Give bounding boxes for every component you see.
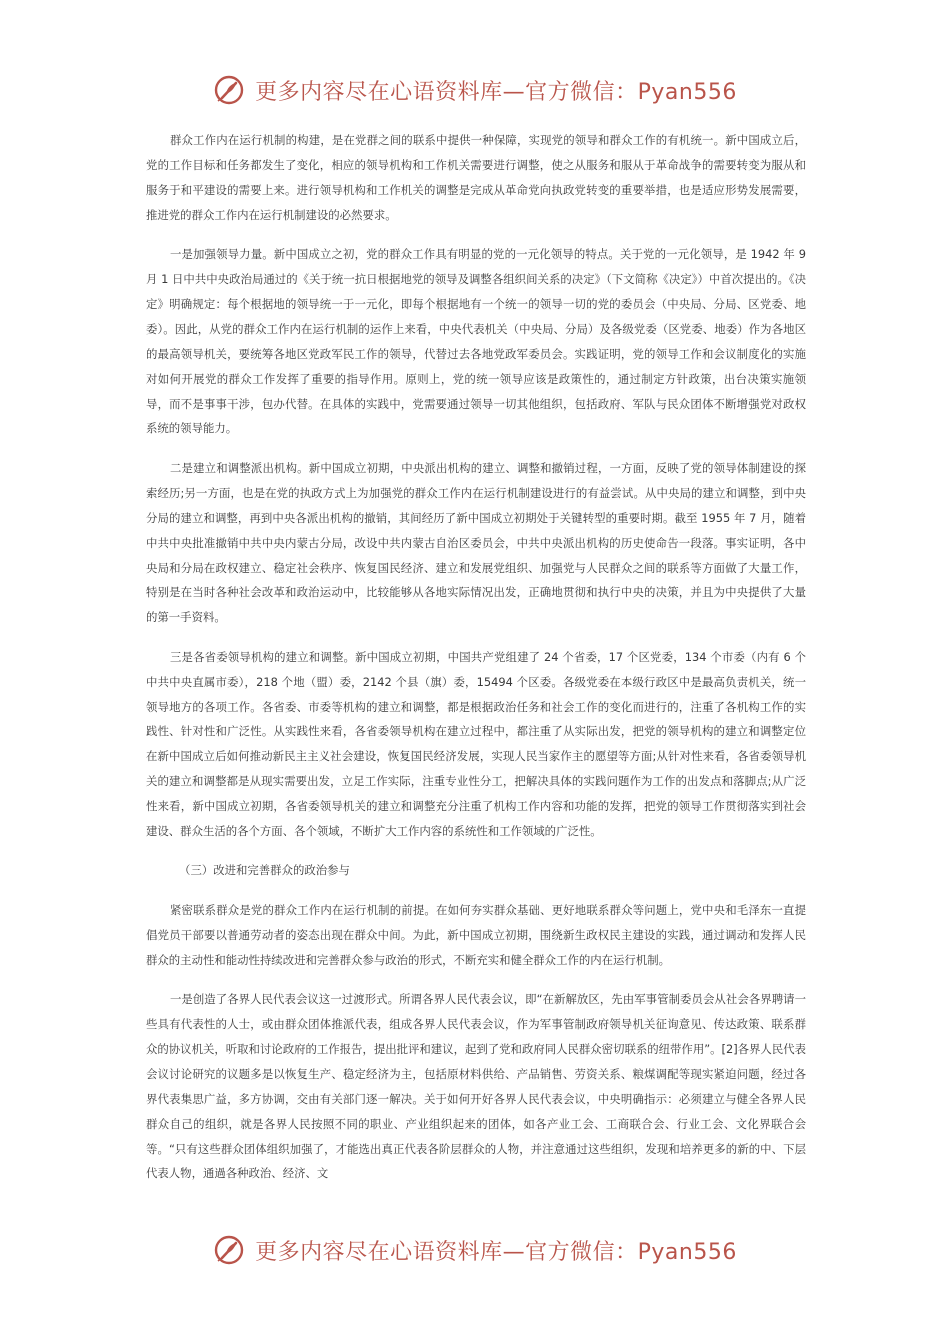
section-heading: （三）改进和完善群众的政治参与 xyxy=(179,863,350,878)
feather-pen-icon xyxy=(213,74,245,106)
document-body xyxy=(146,128,806,1201)
paragraph-mass-contact: 紧密联系群众是党的群众工作内在运行机制的前提。在如何夯实群众基础、更好地联系群众等问题上，党中央和毛泽东一直提倡党员干部要以普通劳动者的姿态出现在群众中间。为此，新中国成立初期，围绕新生政权民主建设的实践，通过调动和发挥人民群众的主动性和能动性持续改进和完善群众参与政治的形式，不断充实和健全群众工作的内在运行机制。 xyxy=(146,902,806,967)
feather-pen-icon xyxy=(213,1234,245,1266)
watermark-text: 更多内容尽在心语资料库—官方微信：Pyan556 xyxy=(255,1239,737,1265)
paragraph-provincial-committees: 三是各省委领导机构的建立和调整。新中国成立初期，中国共产党组建了 24 个省委，17 个区党委，134 个市委（内有 6 个中共中央直属市委），218 个地（盟）委，2142 个县（旗）委，15494 个区委。各级党委在本级行政区中是最高负责机关，统一领导地方的各项工作。各省委、市委等机构的建立和调整，都是根据政治任务和社会工作的变化而进行的，注重了各机构工作的实践性、针对性和广泛性。从实践性来看，各省委领导机构在建立过程中，都注重了从实际出发，把党的领导机构的建立和调整定位在新中国成立后如何推动新民主主义社会建设，恢复国民经济发展，实现人民当家作主的愿望等方面;从针对性来看，各省委领导机关的建立和调整都是从现实需要出发，立足工作实际，注重专业性分工，把解决具体的实践问题作为工作的出发点和落脚点;从广泛性来看，新中国成立初期，各省委领导机关的建立和调整充分注重了机构工作内容和功能的发挥，把党的领导工作贯彻落实到社会建设、群众生活的各个方面、各个领域，不断扩大工作内容的系统性和工作领域的广泛性。 xyxy=(146,649,806,839)
paragraph-dispatched-organs: 二是建立和调整派出机构。新中国成立初期，中央派出机构的建立、调整和撤销过程，一方面，反映了党的领导体制建设的探索经历;另一方面，也是在党的执政方式上为加强党的群众工作内在运行机制建设进行的有益尝试。从中央局的建立和调整，到中央分局的建立和调整，再到中央各派出机构的撤销，其间经历了新中国成立初期处于关键转型的重要时期。截至 1955 年 7 月，随着中共中央批准撤销中共中央内蒙古分局，改设中共内蒙古自治区委员会，中共中央派出机构的历史使命告一段落。事实证明，各中央局和分局在政权建立、稳定社会秩序、恢复国民经济、建立和发展党组织、加强党与人民群众之间的联系等方面做了大量工作，特别是在当时各种社会改革和政治运动中，比较能够从各地实际情况出发，正确地贯彻和执行中央的决策，并且为中央提供了大量的第一手资料。 xyxy=(146,460,806,625)
paragraph-intro: 群众工作内在运行机制的构建，是在党群之间的联系中提供一种保障，实现党的领导和群众工作的有机统一。新中国成立后，党的工作目标和任务都发生了变化，相应的领导机构和工作机关需要进行调整，使之从服务和服从于革命战争的需要转变为服从和服务于和平建设的需要上来。进行领导机构和工作机关的调整是完成从革命党向执政党转变的重要举措，也是适应形势发展需要，推进党的群众工作内在运行机制建设的必然要求。 xyxy=(146,133,806,222)
watermark-banner-bottom xyxy=(0,1234,950,1266)
watermark-text: 更多内容尽在心语资料库—官方微信：Pyan556 xyxy=(255,79,737,105)
watermark-banner-top xyxy=(0,74,950,106)
paragraph-people-congress: 一是创造了各界人民代表会议这一过渡形式。所谓各界人民代表会议，即“在新解放区，先由军事管制委员会从社会各界聘请一些具有代表性的人士，或由群众团体推派代表，组成各界人民代表会议，作为军事管制政府领导机关征询意见、传达政策、联系群众的协议机关，听取和讨论政府的工作报告，提出批评和建议，起到了党和政府同人民群众密切联系的纽带作用”。[2]各界人民代表会议讨论研究的议题多是以恢复生产、稳定经济为主，包括原材料供给、产品销售、劳资关系、粮煤调配等现实紧迫问题，经过各界代表集思广益，多方协调，交由有关部门逐一解决。关于如何开好各界人民代表会议，中央明确指示：必须建立与健全各界人民群众自己的组织，就是各界人民按照不同的职业、产业组织起来的团体，如各产业工会、工商联合会、行业工会、文化界联合会等。“只有这些群众团体组织加强了，才能选出真正代表各阶层群众的人物，并注意通过这些组织，发现和培养更多的新的中、下层代表人物，通過各种政治、经济、文 xyxy=(146,992,806,1181)
paragraph-leadership: 一是加强领导力量。新中国成立之初，党的群众工作具有明显的党的一元化领导的特点。关于党的一元化领导，是 1942 年 9 月 1 日中共中央政治局通过的《关于统一抗日根据地党的领导及调整各组织间关系的决定》（下文简称《决定》）中首次提出的。《决定》明确规定：每个根据地的领导统一于一元化，即每个根据地有一个统一的领导一切的党的委员会（中央局、分局、区党委、地委）。因此，从党的群众工作内在运行机制的运作上来看，中央代表机关（中央局、分局）及各级党委（区党委、地委）作为各地区的最高领导机关，要统筹各地区党政军民工作的领导，代替过去各地党政军委员会。实践证明，党的领导工作和会议制度化的实施对如何开展党的群众工作发挥了重要的指导作用。原则上，党的统一领导应该是政策性的，通过制定方针政策，出台决策实施领导，而不是事事干涉，包办代替。在具体的实践中，党需要通过领导一切其他组织，包括政府、军队与民众团体不断增强党对政权系统的领导能力。 xyxy=(146,247,806,436)
